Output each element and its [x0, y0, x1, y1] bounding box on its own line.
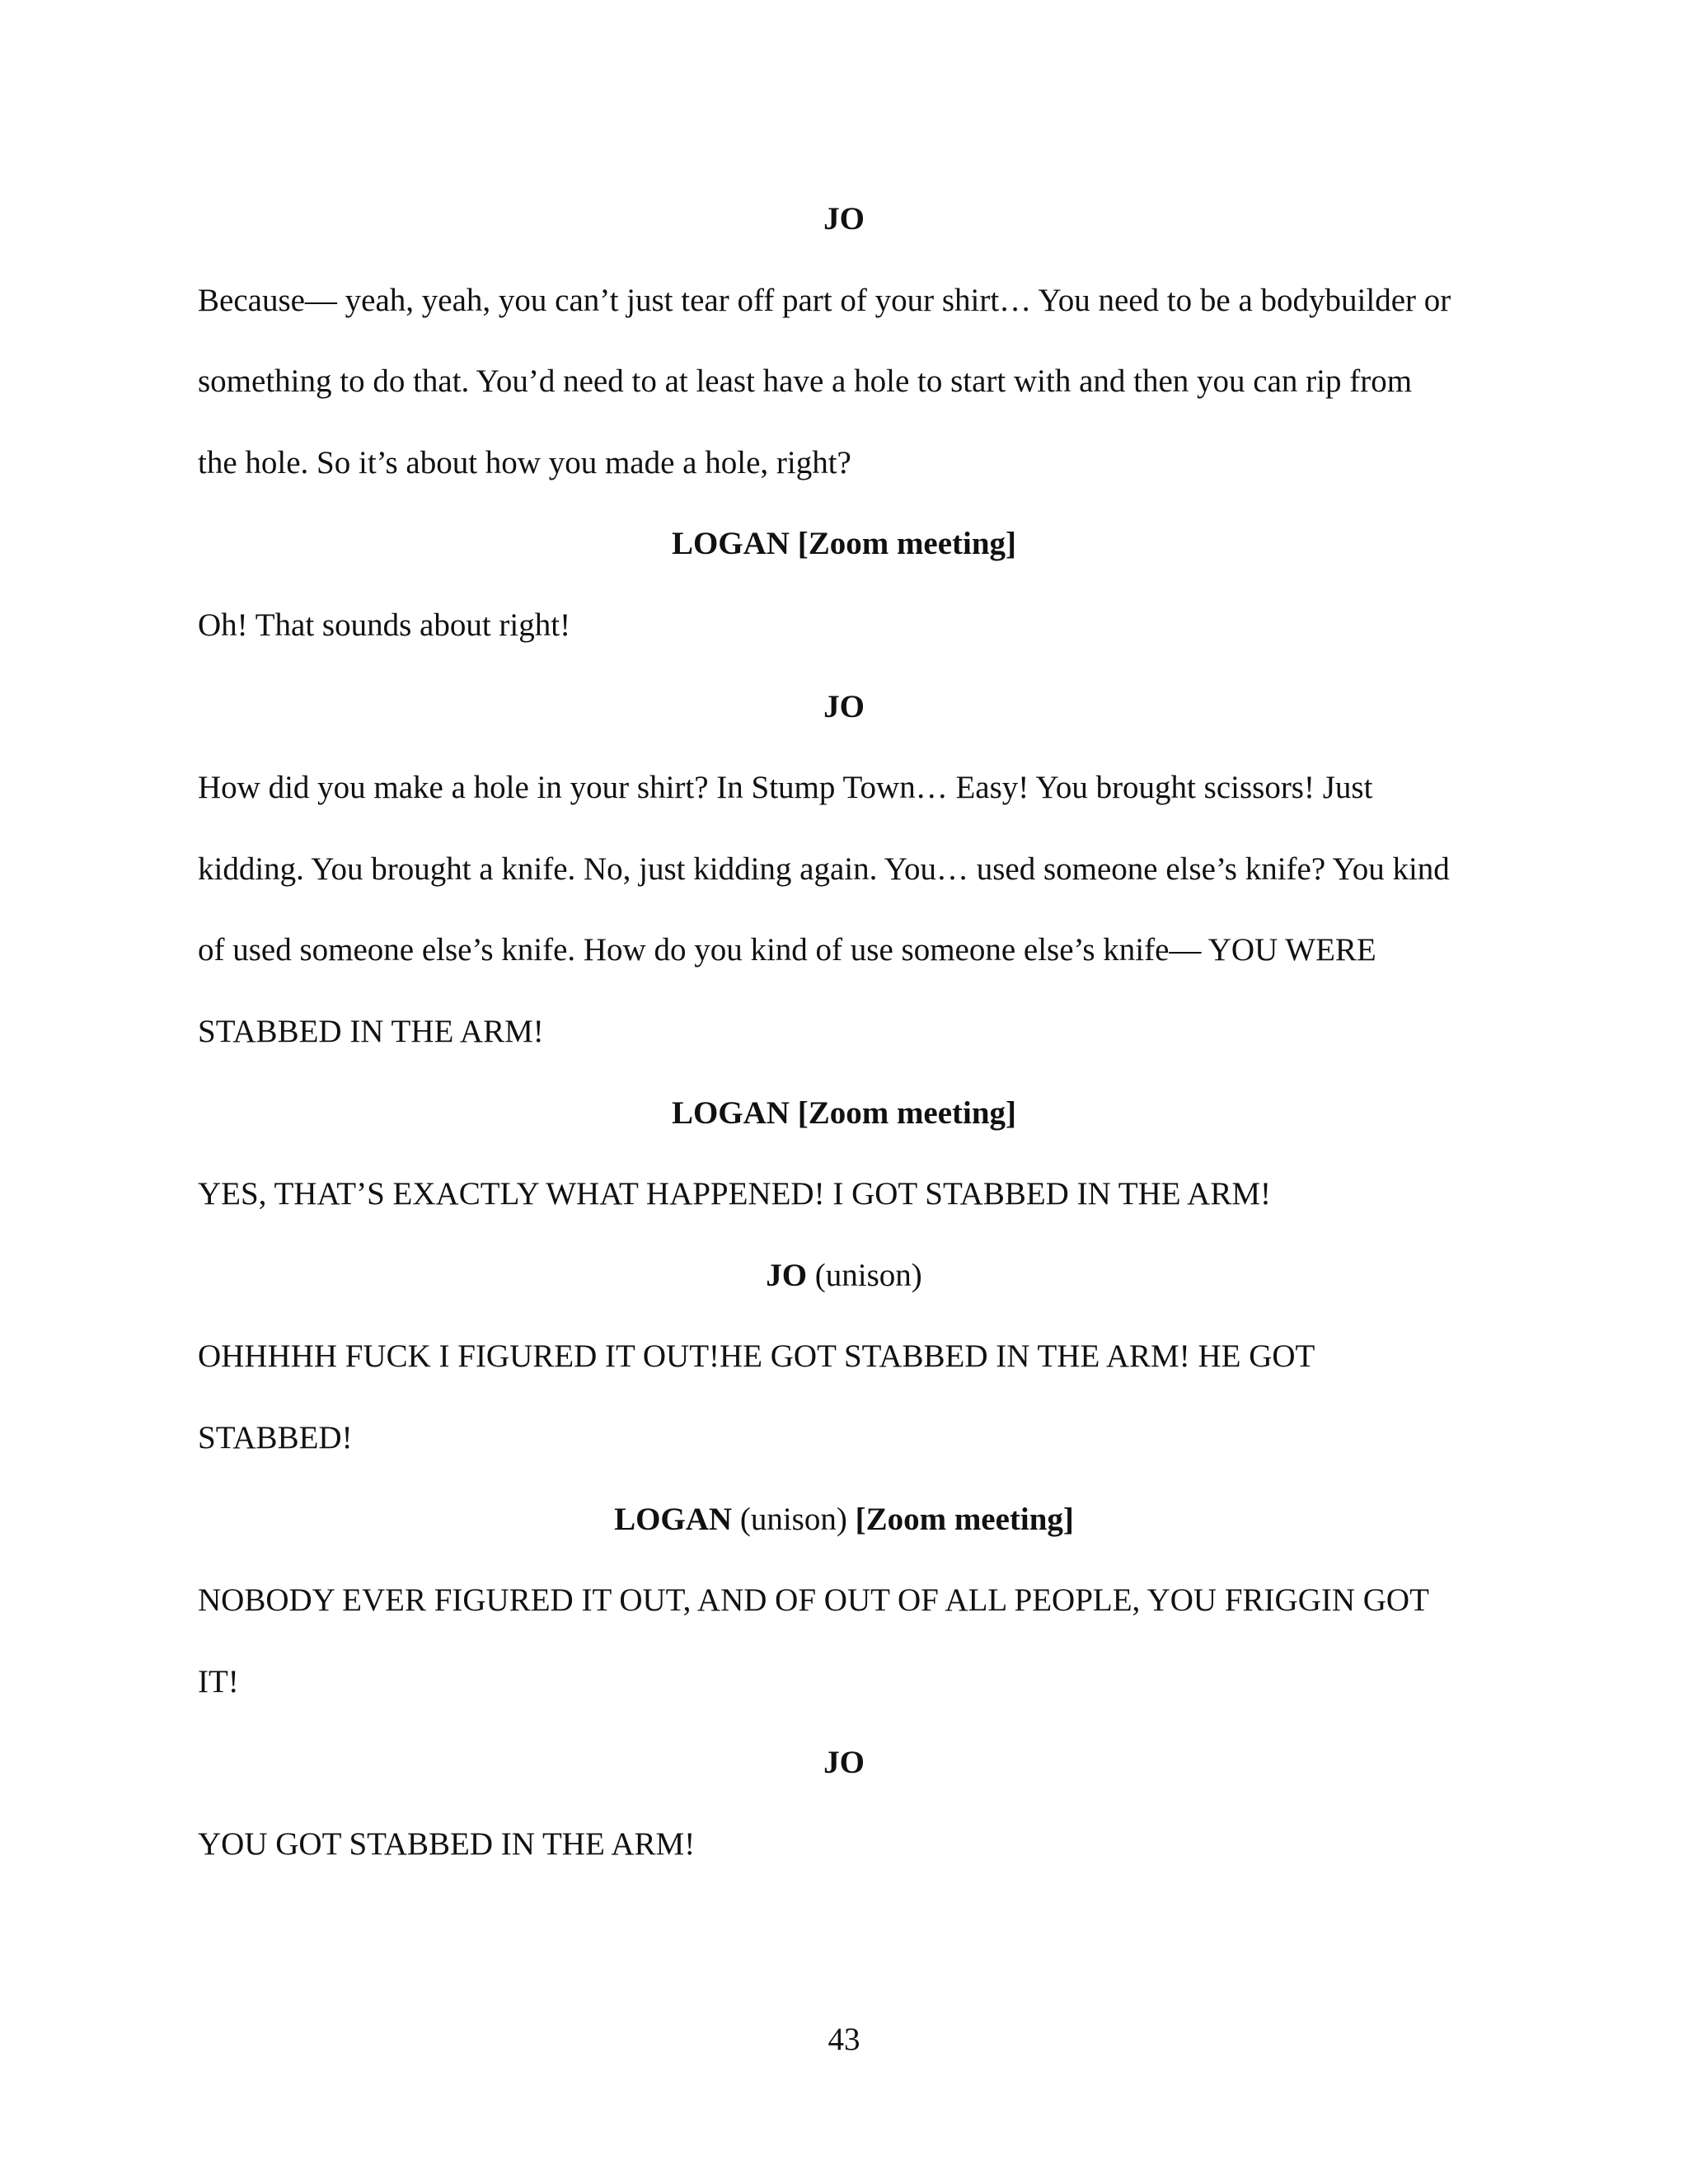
dialogue-line: STABBED IN THE ARM!: [198, 1013, 544, 1049]
speaker-heading: [198, 196, 1490, 278]
dialogue-line: NOBODY EVER FIGURED IT OUT, AND OF OUT OF ALL PEOPLE, YOU FRIGGIN GOT: [198, 1582, 1429, 1619]
speaker-note: [Zoom meeting]: [797, 526, 1017, 562]
speaker-heading: [198, 1497, 1490, 1578]
speaker-heading: [198, 1740, 1490, 1821]
parenthetical: (unison): [739, 1501, 847, 1537]
speaker-name: LOGAN: [614, 1501, 733, 1537]
dialogue-line: YOU GOT STABBED IN THE ARM!: [198, 1825, 696, 1862]
dialogue-line: OHHHHH FUCK I FIGURED IT OUT!HE GOT STABBED IN THE ARM! HE GOT: [198, 1338, 1315, 1375]
page-number: 43: [828, 2022, 860, 2057]
speaker-heading: [198, 521, 1490, 602]
dialogue-line: of used someone else’s knife. How do you kind of use someone else’s knife— YOU WERE: [198, 932, 1376, 968]
dialogue-line: something to do that. You’d need to at least have a hole to start with and then you can rip from: [198, 363, 1413, 400]
dialogue-line: How did you make a hole in your shirt? In Stump Town… Easy! You brought scissors! Just: [198, 770, 1373, 806]
speaker-heading: [198, 1090, 1490, 1172]
script-body: [198, 196, 1490, 1902]
speaker-name: JO: [766, 1257, 808, 1293]
dialogue-line: YES, THAT’S EXACTLY WHAT HAPPENED! I GOT STABBED IN THE ARM!: [198, 1176, 1272, 1212]
speaker-name: LOGAN: [671, 526, 790, 562]
parenthetical: (unison): [814, 1257, 922, 1293]
speaker-note: [Zoom meeting]: [855, 1501, 1074, 1537]
speaker-name: JO: [823, 1745, 865, 1781]
dialogue-line: Because— yeah, yeah, you can’t just tear off part of your shirt… You need to be a bodybuilder or: [198, 282, 1451, 318]
speaker-heading: [198, 1253, 1490, 1334]
dialogue-line: Oh! That sounds about right!: [198, 607, 571, 643]
dialogue-line: the hole. So it’s about how you made a hole, right?: [198, 444, 851, 480]
speaker-name: JO: [823, 201, 865, 237]
dialogue-line: IT!: [198, 1663, 239, 1699]
speaker-note: [Zoom meeting]: [797, 1094, 1017, 1131]
dialogue-line: kidding. You brought a knife. No, just kidding again. You… used someone else’s knife? You kind: [198, 851, 1450, 887]
dialogue-line: STABBED!: [198, 1419, 353, 1455]
speaker-heading: [198, 684, 1490, 766]
speaker-name: JO: [823, 688, 865, 724]
speaker-name: LOGAN: [671, 1094, 790, 1131]
